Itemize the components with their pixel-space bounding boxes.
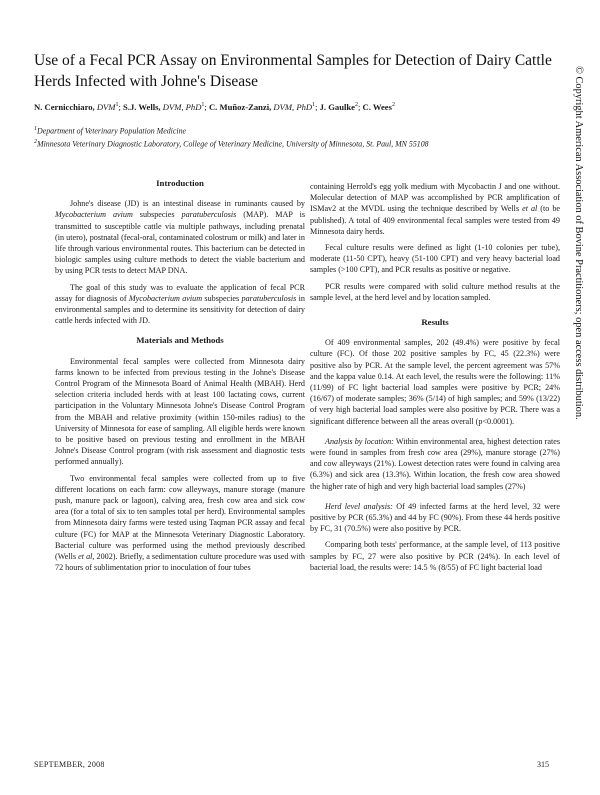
paragraph: Analysis by location: Within environmental area, highest detection rates were found in samples from fresh cow area (29%), manure storage (27%) and cow alleyways (21%). Lowest detection rates were found in calving area (6.3%) and sick area (13.3%). Within location, the fresh cow area showed the higher rate of high and very high bacterial load samples (27%) xyxy=(310,436,560,491)
author-affiliation-mark: 1 xyxy=(312,102,316,108)
author-name: J. Gaulke xyxy=(319,101,355,112)
author-degree: DVM, PhD xyxy=(160,101,202,112)
paragraph: Two environmental fecal samples were collected from up to five different locations on each farm: cow alleyways, manure storage (manure push, manure pack or lagoon), calving area, fresh cow area and sick cow area (for a total of six to ten samples total per herd). Environmental samples from Minnesota dairy farms were tested using Taqman PCR assay and fecal culture (FC) for MAP at the Minnesota Veterinary Diagnostic Laboratory. Bacterial culture was performed using the method previously described (Wells et al, 2002). Briefly, a sedimentation culture procedure was used with 72 hours of sublimentation prior to inoculation of four tubes xyxy=(55,473,305,573)
paragraph: Comparing both tests' performance, at the sample level, of 113 positive samples by FC, 27 were also positive by PCR (24%). In each level of bacterial load, the results were: 14.5 % (8/55) of FC light bacterial load xyxy=(310,540,560,572)
affiliation-mark: 1 xyxy=(34,126,37,132)
section-heading-introduction: Introduction xyxy=(156,178,204,188)
author-name: N. Cernicchiaro, xyxy=(34,101,95,112)
author-separator: ; xyxy=(357,101,363,112)
copyright-notice: © Copyright American Association of Bovine Practitioners; open access distribution. xyxy=(573,66,584,420)
affiliation-line xyxy=(34,137,554,150)
paragraph: Johne's disease (JD) is an intestinal disease in ruminants caused by Mycobacterium avium subspecies paratuberculosis (MAP). MAP is transmitted to susceptible cattle via multiple pathways, including prenatal (in utero), postnatal (fecal-oral, contaminated colostrum or milk) and later in life through various environmental routes. This bacterium can be detected in biologic samples using culture methods to detect the viable bacterium and by using PCR tests to detect MAP DNA. xyxy=(55,199,305,276)
paper-title: Use of a Fecal PCR Assay on Environmental Samples for Detection of Dairy Cattle Herds Infected with Johne's Disease xyxy=(34,52,552,90)
affiliation-line xyxy=(34,124,554,137)
author-affiliation-mark: 2 xyxy=(354,102,358,108)
right-column xyxy=(310,181,560,578)
affiliations xyxy=(34,124,554,149)
paragraph: PCR results were compared with solid culture method results at the sample level, at the herd level and by location sampled. xyxy=(310,281,560,302)
affiliation-text: Minnesota Veterinary Diagnostic Laboratory, College of Veterinary Medicine, University of Minnesota, St. Paul, MN 55108 xyxy=(37,139,429,149)
paragraph: Fecal culture results were defined as light (1-10 colonies per tube), moderate (11-50 CPT), heavy (51-100 CPT) and very heavy bacterial load samples (>100 CPT), and PCR results as positive or negative. xyxy=(310,243,560,275)
paragraph: Of 409 environmental samples, 202 (49.4%) were positive by fecal culture (FC). Of those 202 positive samples by FC, 45 (22.3%) were positive also by PCR. At the sample level, the percent agreement was 57% and the kappa value 0.14. At each level, the results were the following: 11% (11/99) of FC light bacterial load samples were positive by PCR; 24% (16/67) of moderate samples; 36% (5/14) of high samples; and 59% (13/22) of very high bacterial load samples were also positive by PCR. There was a significant difference between all the areas overall (p<0.0001). xyxy=(310,338,560,426)
paragraph: Environmental fecal samples were collected from Minnesota dairy farms known to be infected from previous testing in the Johne's Disease Control Program of the Minnesota Board of Animal Health (MBAH). Herd selection criteria included herds with at least 100 lactating cows, current participation in the Voluntary Minnesota Johne's Disease Control Program from the MBAH and relative proximity (within 150-miles radius) to the University of Minnesota for ease of sampling. All eligible herds were known to be positive based on previous testing and enrollment in the MBAH Johne's Disease Control program (with risk assessment and diagnostic tests performed annually). xyxy=(55,356,305,467)
author-degree: DVM, PhD xyxy=(271,101,313,112)
author-list xyxy=(34,99,554,113)
author-affiliation-mark: 2 xyxy=(391,102,395,108)
author-separator: ; xyxy=(204,101,209,112)
affiliation-mark: 2 xyxy=(34,138,37,145)
author-name: C. Muñoz-Zanzi, xyxy=(208,101,272,112)
paragraph: containing Herrold's egg yolk medium with Mycobactin J and one without. Molecular detection of MAP was accomplished by PCR amplification of ISMav2 at the MVDL using the technique described by Wells et al (to be published). A total of 409 environmental fecal samples were tested from 49 Minnesota dairy herds. xyxy=(310,182,560,236)
author-affiliation-mark: 1 xyxy=(115,102,119,108)
author-name: C. Wees xyxy=(362,101,392,112)
paragraph: Herd level analysis: Of 49 infected farms at the herd level, 32 were positive by PCR (65.3%) and 44 by FC (90%). From these 44 herds positive by FC, 31 (70.5%) were also positive by PCR. xyxy=(310,501,560,534)
affiliation-text: Department of Veterinary Population Medicine xyxy=(37,126,187,136)
author-separator: ; xyxy=(118,101,124,112)
footer-date: SEPTEMBER, 2008 xyxy=(34,760,105,769)
author-name: S.J. Wells, xyxy=(123,101,161,112)
section-heading-results: Results xyxy=(421,317,449,328)
author-separator: ; xyxy=(315,101,320,112)
page-number: 315 xyxy=(537,760,549,769)
author-affiliation-mark: 1 xyxy=(201,102,205,108)
section-heading-methods: Materials and Methods xyxy=(136,335,224,346)
left-column xyxy=(55,178,305,579)
paragraph: The goal of this study was to evaluate the application of fecal PCR assay for diagnosis of Mycobacterium avium subspecies paratuberculosis in environmental samples and to determine its sensitivity for detection of dairy cattle herds infected with JD. xyxy=(55,282,305,326)
author-degree: DVM xyxy=(94,101,116,112)
